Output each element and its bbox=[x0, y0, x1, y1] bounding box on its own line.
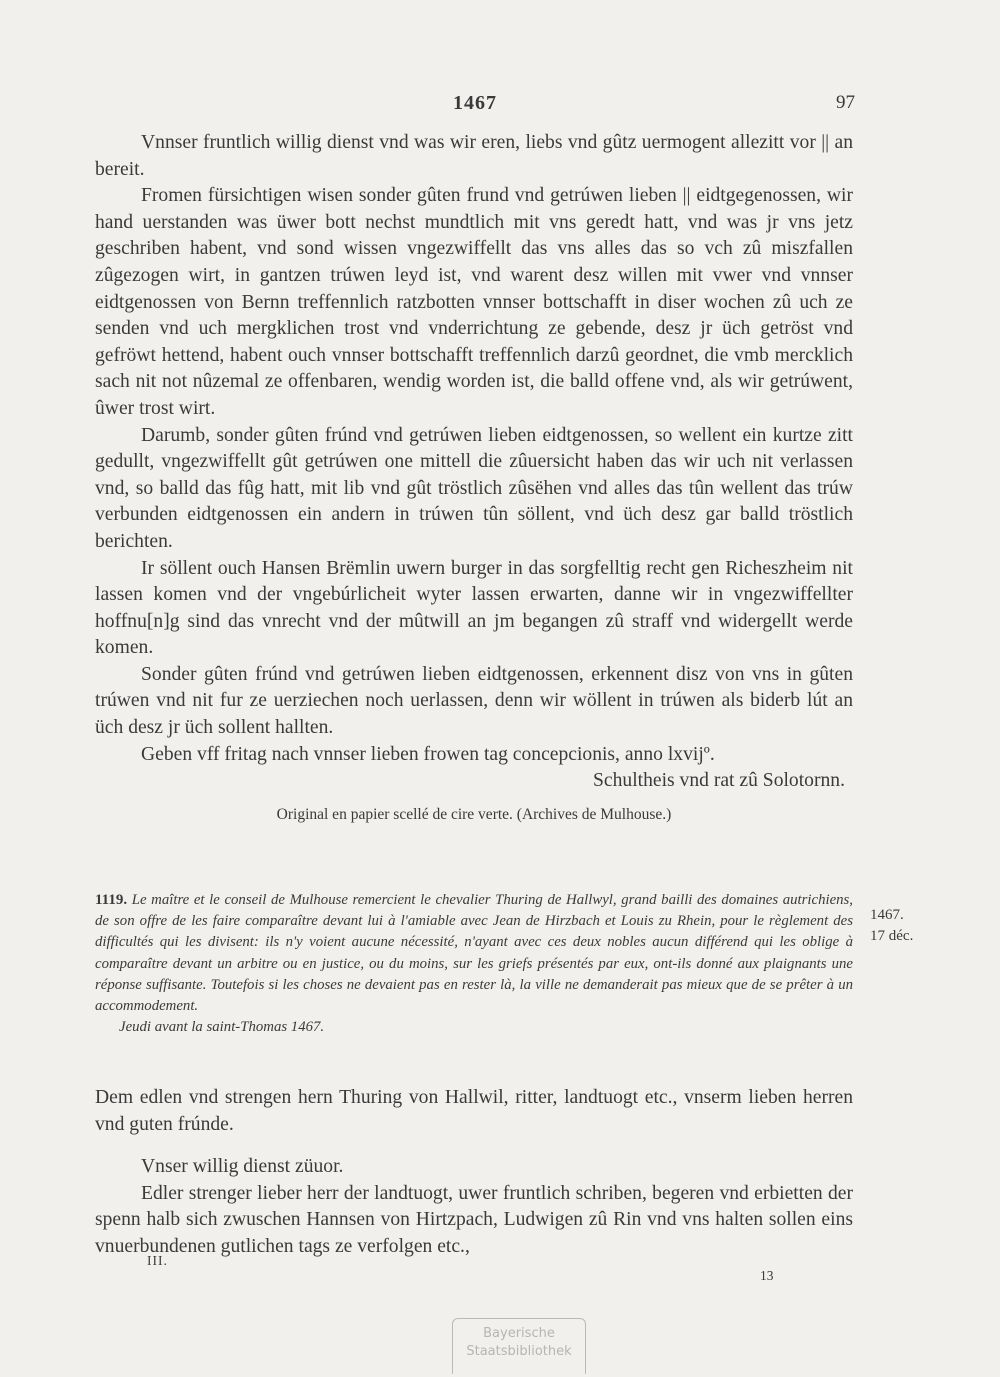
signature-mark-left: III. bbox=[147, 1253, 168, 1268]
letter-signature: Schultheis vnd rat zû Solotornn. bbox=[593, 770, 845, 792]
letter-mulhouse bbox=[95, 1085, 853, 1261]
letter-paragraph: Ir söllent ouch Hansen Brëmlin uwern burger in das sorgfelltig recht gen Richeszheim nit lassen komen vnd der vngebúrlicheit wyter lassen erwarten, danne wir in vngezwiffellter hoffnu[n]g sind das vnrecht vnd der mûtwill an jm begangen zû straff vnd widergellt werde komen. bbox=[95, 557, 853, 659]
letter-paragraph: Fromen fürsichtigen wisen sonder gûten frund vnd getrúwen lieben || eidtgegenossen, wir hand uerstanden was üwer bott nechst mundtlich mit vns geredt hatt, vnd was jr vns jetz geschriben habent, vnd sond wissen vngezwiffellt das vns alles das so vch zû miszfallen zûgezogen wirt, in gantzen trúwen leyd ist, vnd warent desz willen mit vwer vnd vnnser eidtgenossen von Bernn treffennlich ratzbotten vnnser bottschafft in diser wochen zû uch ze senden vnd uch mergklichen trost vnd vnderrichtung ze gebende, desz jr üch getröst vnd gefröwt hettend, habent ouch vnnser bottschafft treffennlich darzû geordnet, die vmb mercklich sach nit not nûzemal ze offenbaren, wendig worden ist, die balld offene vnd, als wir getrúwent, ûwer trost wirt. bbox=[95, 185, 853, 419]
page-number: 97 bbox=[836, 92, 855, 113]
margin-day: 17 déc. bbox=[870, 928, 914, 944]
letter-paragraph: Darumb, sonder gûten frúnd vnd getrúwen lieben eidtgenossen, so wellent ein kurtze zitt gedullt, vngezwiffellt gût getrúwen one mittell die zûuersicht haben das wir uch nit verlassen vnd, so balld das fûg hatt, mit lib vnd gût tröstlich zûsëhen vnd alles das tûn wellent das trúw verbunden eidtgenossen ein andern in trúwen tûn söllent, vnd üch desz gar balld tröstlich berichten. bbox=[95, 424, 853, 552]
header-year: 1467 bbox=[453, 92, 497, 114]
letter-address: Dem edlen vnd strengen hern Thuring von Hallwil, ritter, landtuogt etc., vnserm lieben herren vnd guten frúnde. bbox=[95, 1087, 853, 1135]
entry-summary bbox=[95, 890, 853, 1038]
letter-paragraph: Sonder gûten frúnd vnd getrúwen lieben eidtgenossen, erkennent disz von vns in gûten trúwen vnd nit fur ze uerziechen noch uerlassen, denn wir wöllent in trúwen als biderb lút an üch desz jr üch sollent hallten. bbox=[95, 663, 853, 739]
letter-paragraph: Edler strenger lieber herr der landtuogt, uwer fruntlich schriben, begeren vnd erbietten der spenn halb sich zwuschen Hannsen von Hirtzpach, Ludwigen zû Rin vnd vns halten sollen eins vnuerbundenen gutlichen tags ze verfolgen etc., bbox=[95, 1182, 853, 1257]
letter-paragraph: Geben vff fritag nach vnnser lieben frowen tag concepcionis, anno lxvijº. bbox=[141, 743, 715, 765]
margin-date bbox=[870, 905, 940, 947]
stamp-line: Bayerische bbox=[483, 1326, 555, 1341]
signature-mark-right: 13 bbox=[760, 1268, 774, 1283]
letter-paragraph: Vnser willig dienst züuor. bbox=[141, 1156, 344, 1178]
letter-paragraph: Vnnser fruntlich willig dienst vnd was wir eren, liebs vnd gûtz uermogent allezitt vor || an bereit. bbox=[95, 132, 853, 180]
source-note: Original en papier scellé de cire verte. (Archives de Mulhouse.) bbox=[276, 805, 672, 823]
page-header bbox=[95, 92, 855, 122]
letter-solothurn bbox=[95, 130, 853, 825]
margin-year: 1467. bbox=[870, 907, 904, 923]
entry-number: 1119. bbox=[95, 892, 128, 908]
stamp-line: Staatsbibliothek bbox=[466, 1344, 572, 1359]
library-stamp bbox=[452, 1318, 586, 1374]
entry-summary-text: Le maître et le conseil de Mulhouse remercient le chevalier Thuring de Hallwyl, grand bailli des domaines autrichiens, de son offre de les faire comparaître devant lui à l'amiable avec Jean de Hirzbach et Louis zu Rhein, pour le règlement des difficultés qui les divisent: ils n'y voient aucune nécessité, n'ayant avec ces deux nobles aucun différend qui les oblige à comparaître devant un arbitre ou en justice, ou du moins, sur les griefs présentés par eux, ont-ils donné aux plaignants une réponse suffisante. Toutefois si les choses ne devaient pas en rester là, la ville ne demanderait pas mieux que de se prêter à un accommodement. bbox=[95, 892, 853, 1015]
entry-date: Jeudi avant la saint-Thomas 1467. bbox=[119, 1019, 325, 1036]
